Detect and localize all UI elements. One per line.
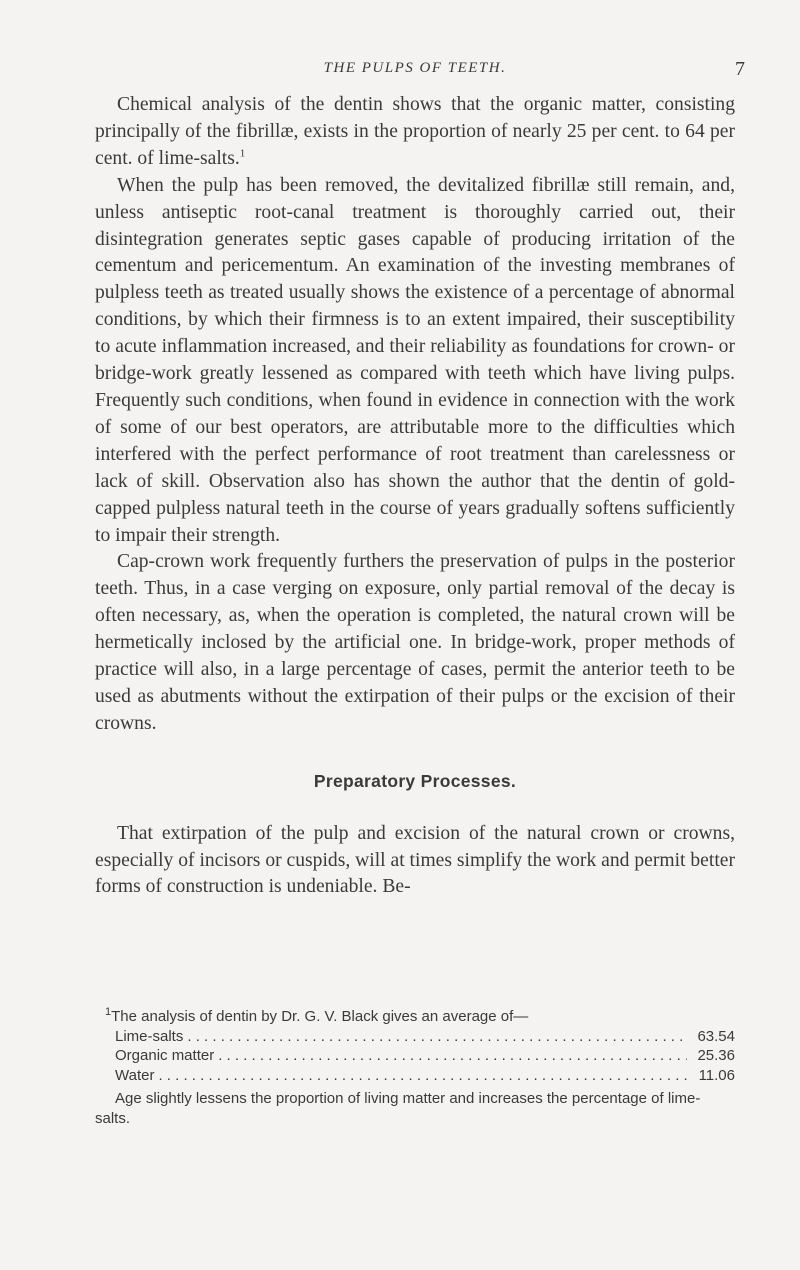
section-heading: Preparatory Processes.	[313, 770, 517, 791]
row-label: Organic matter	[115, 1047, 215, 1064]
row-value: 25.36	[697, 1047, 735, 1064]
page-number: 7	[735, 58, 745, 80]
dot-leader	[187, 1027, 687, 1047]
row-label: Water	[115, 1066, 155, 1084]
paragraph-3: Cap-crown work frequently furthers the preservation of pulps in the posterior teeth. Thus, in a case verging on exposure, only partial removal of the decay is often necessary, as, when the operation is completed, the natural crown will be hermetically inclosed by the artificial one. In bridge-work, proper methods of practice will also, in a large percentage of cases, permit the anterior teeth to be used as abutments without the extirpation of their pulps or the excision of their crowns.	[95, 551, 735, 734]
body-text	[95, 92, 735, 901]
row-label: Lime-salts	[115, 1027, 184, 1045]
paragraph-2: When the pulp has been removed, the devitalized fibrillæ still remain, and, unless antiseptic root-canal treatment is thoroughly carried out, their disintegration generates septic gases capable of producing irritation of the cementum and pericementum. An examination of the investing membranes of pulpless teeth as treated usually shows the existence of a percentage of abnormal conditions, by which their firmness is to an extent impaired, their susceptibility to acute inflammation increased, and their reliability as foundations for crown- or bridge-work greatly lessened as compared with teeth which have living pulps. Frequently such conditions, when found in evidence in connection with the work of some of our best operators, are attributable more to the difficulties which interfered with the perfect performance of root treatment than carelessness or lack of skill. Observation also has shown the author that the dentin of gold-capped pulpless natural teeth in the course of years gradually softens sufficiently to impair their strength.	[95, 174, 735, 546]
footnote-row	[95, 1066, 735, 1086]
dot-leader	[218, 1046, 687, 1066]
footnote-marker: 1	[105, 1006, 112, 1018]
running-head: THE PULPS OF TEETH.	[323, 60, 507, 76]
paragraph-1: Chemical analysis of the dentin shows that the organic matter, consisting principally of the fibrillæ, exists in the proportion of nearly 25 per cent. to 64 per cent. of lime-salts.$^1$	[95, 94, 735, 169]
footnote-note: Age slightly lessens the proportion of living matter and increases the percentage of lime-salts.	[95, 1090, 701, 1127]
footnote-row	[95, 1046, 735, 1066]
footnote-row	[95, 1027, 735, 1047]
dot-leader	[158, 1066, 687, 1086]
footnote-ref: 1	[239, 147, 246, 160]
row-value: 11.06	[698, 1066, 735, 1084]
footnote-intro: $^1$The analysis of dentin by Dr. G. V. Black gives an average of—	[105, 1006, 529, 1025]
footnote	[95, 1007, 735, 1128]
paragraph-4: That extirpation of the pulp and excision of the natural crown or crowns, especially of incisors or cuspids, will at times simplify the work and permit better forms of construction is undeniable. Be-	[95, 822, 735, 898]
row-value: 63.54	[697, 1027, 735, 1045]
